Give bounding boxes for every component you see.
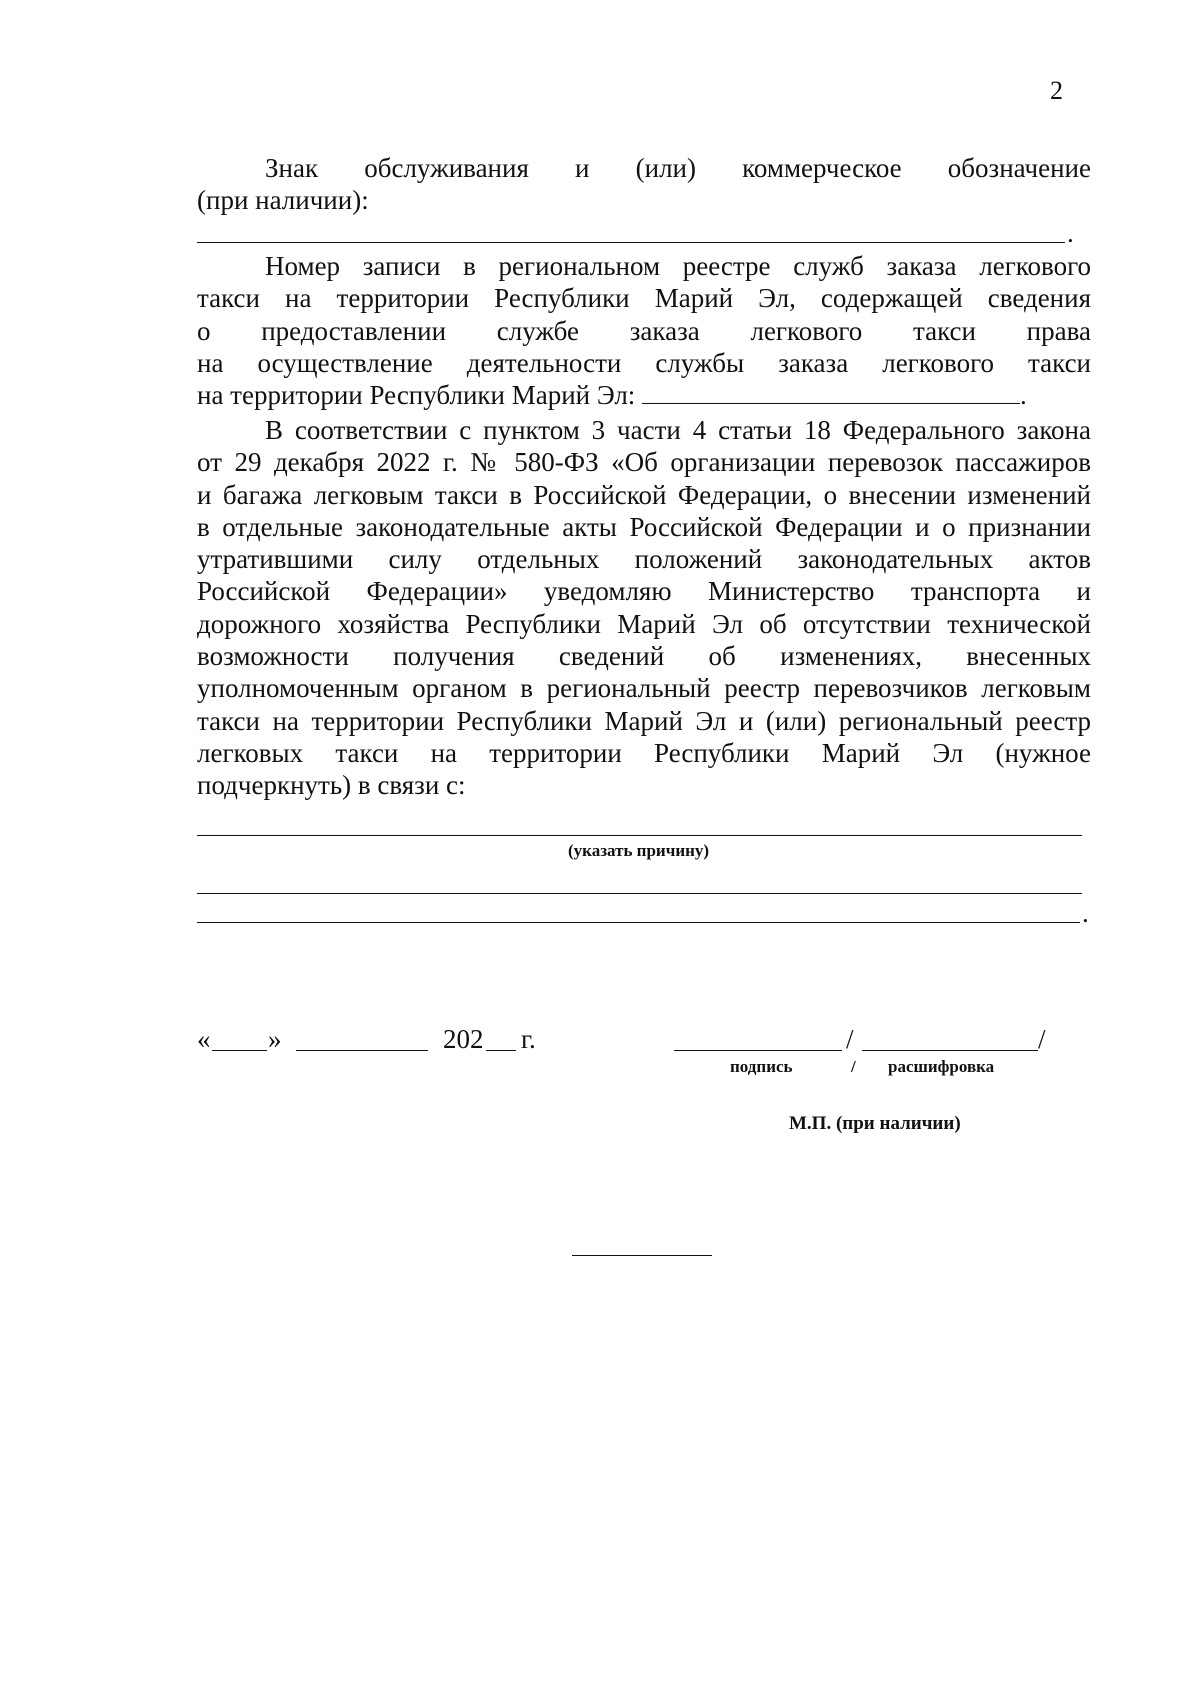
notice-line-5: утратившими силу отдельных положений законодательных актов <box>197 544 1091 575</box>
notice-line-10: такси на территории Республики Марий Эл и (или) региональный реестр <box>197 705 1091 736</box>
notice-line-11: легковых такси на территории Республики Марий Эл (нужное <box>197 737 1091 768</box>
caption-separator: / <box>851 1057 856 1076</box>
date-close-quote: » <box>268 1024 282 1054</box>
registry-record-paragraph <box>197 250 1091 411</box>
notice-line-2: от 29 декабря 2022 г. № 580-ФЗ «Об организации перевозок пассажиров <box>197 447 1091 478</box>
date-open-quote: « <box>197 1024 211 1054</box>
signature-slash-1: / <box>846 1024 854 1054</box>
registry-last-line-text: на территории Республики Марий Эл: <box>197 380 636 411</box>
notice-line-4: в отдельные законодательные акты Российской Федерации и о признании <box>197 511 1091 542</box>
decode-caption: расшифровка <box>888 1057 995 1076</box>
service-mark-label-line2: (при наличии): <box>197 185 369 215</box>
date-month-fill-line <box>296 1050 428 1051</box>
reason-fill-line-1 <box>197 835 1082 836</box>
registry-line-5 <box>197 379 1091 411</box>
notice-line-6: Российской Федерации» уведомляю Министерство транспорта и <box>197 576 1091 607</box>
notice-line-1: В соответствии с пунктом 3 части 4 статьи 18 Федерального закона <box>265 415 1091 445</box>
signature-fill-line <box>674 1050 842 1051</box>
date-day-fill-line <box>212 1050 267 1051</box>
registry-line-4: на осуществление деятельности службы заказа легкового такси <box>197 347 1091 378</box>
registry-line-3: о предоставлении службе заказа легкового такси права <box>197 315 1091 346</box>
date-year-suffix: г. <box>521 1024 536 1054</box>
notice-line-8: возможности получения сведений об изменениях, внесенных <box>197 641 1091 672</box>
service-mark-paragraph-cont <box>197 184 1091 216</box>
page-number: 2 <box>1050 76 1063 105</box>
date-year-fill-line <box>486 1050 516 1051</box>
registry-number-fill-line <box>642 403 1020 404</box>
notice-line-12: подчеркнуть) в связи с: <box>197 770 466 801</box>
notice-paragraph <box>197 414 1091 802</box>
signature-slash-2: / <box>1038 1024 1046 1054</box>
seal-caption: М.П. (при наличии) <box>789 1113 961 1134</box>
notice-line-7: дорожного хозяйства Республики Марий Эл об отсутствии технической <box>197 608 1091 639</box>
notice-line-3: и багажа легковым такси в Российской Федерации, о внесении изменений <box>197 479 1091 510</box>
reason-fill-line-3 <box>197 922 1080 923</box>
reason-fill-line-2 <box>197 893 1082 894</box>
closing-separator-line <box>572 1255 712 1256</box>
service-mark-end-dot: . <box>1067 218 1074 248</box>
reason-end-dot: . <box>1082 898 1089 928</box>
date-year-prefix: 202 <box>443 1024 484 1054</box>
registry-line-2: такси на территории Республики Марий Эл, содержащей сведения <box>197 283 1091 314</box>
decode-fill-line <box>862 1050 1038 1051</box>
service-mark-label: Знак обслуживания и (или) коммерческое обозначение <box>265 153 1091 183</box>
registry-end-dot: . <box>1020 380 1027 411</box>
reason-caption: (указать причину) <box>568 841 710 860</box>
service-mark-fill-line <box>197 242 1065 243</box>
signature-caption: подпись <box>730 1057 793 1076</box>
service-mark-paragraph <box>197 152 1091 184</box>
notice-line-9: уполномоченным органом в региональный реестр перевозчиков легковым <box>197 673 1091 704</box>
registry-line-1: Номер записи в региональном реестре служб заказа легкового <box>265 251 1091 281</box>
